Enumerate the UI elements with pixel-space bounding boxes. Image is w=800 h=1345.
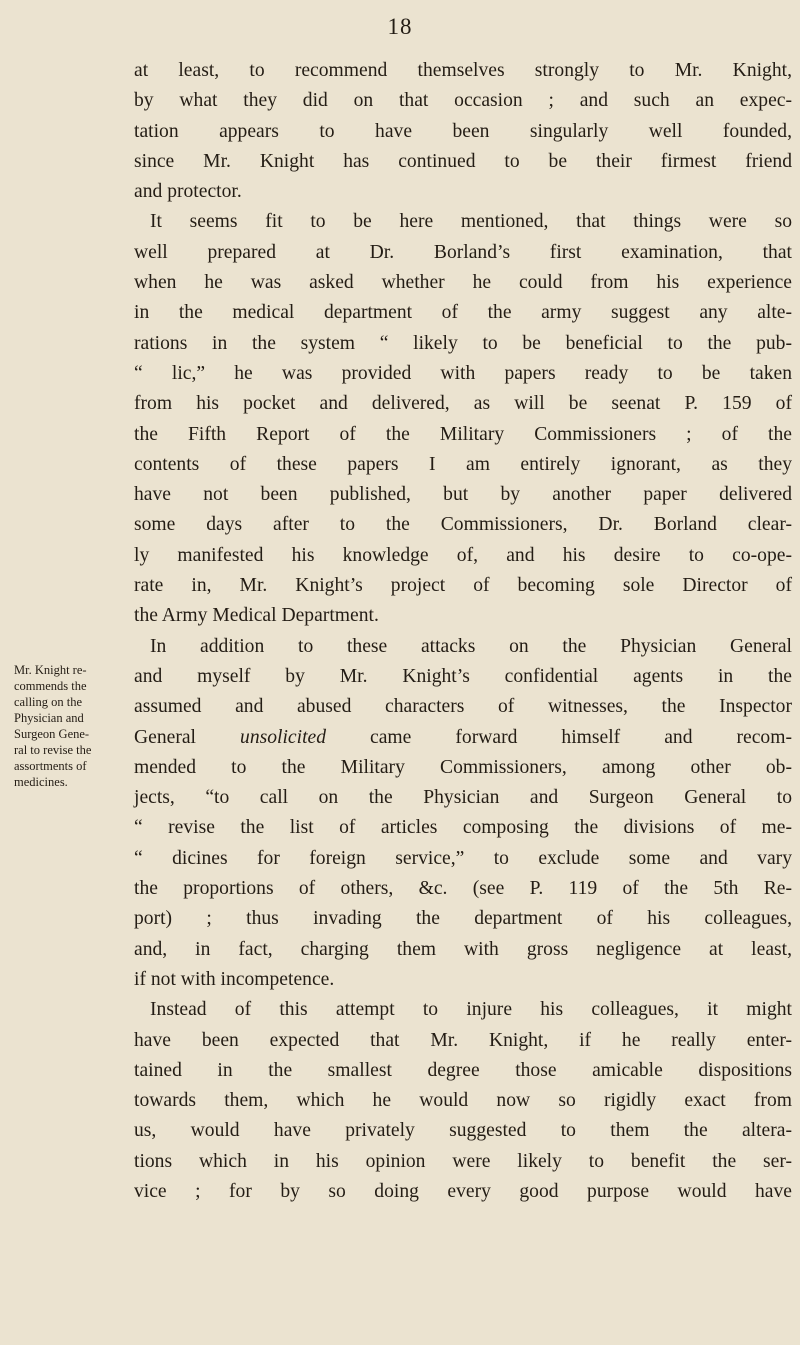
margin-note-line: calling on the (14, 695, 83, 709)
body-text (134, 56, 792, 1207)
margin-note-line: ral to revise the (14, 743, 92, 757)
text-line: ly manifested his knowledge of, and his desire to co-ope- (134, 544, 792, 566)
text-line: at least, to recommend themselves strongly to Mr. Knight, (134, 60, 792, 81)
text-line: and myself by Mr. Knight’s confidential agents in the (134, 665, 792, 687)
margin-note-line: Surgeon Gene- (14, 727, 90, 741)
page-number: 18 (387, 14, 413, 39)
text-line: have not been published, but by another paper delivered (134, 484, 792, 506)
text-line: towards them, which he would now so rigidly exact from (134, 1090, 792, 1112)
text-line: assumed and abused characters of witnesses, the Inspector (134, 696, 792, 718)
text-line: some days after to the Commissioners, Dr. Borland clear- (134, 514, 792, 536)
margin-note (14, 662, 114, 790)
text-line: It seems fit to be here mentioned, that things were so (150, 211, 792, 233)
margin-note-line: Physician and (14, 711, 84, 725)
text-line: the proportions of others, &c. (see P. 119 of the 5th Re- (134, 878, 792, 900)
text-line: rations in the system “ likely to be beneficial to the pub- (134, 332, 792, 354)
text-line: jects, “to call on the Physician and Surgeon General to (134, 787, 792, 809)
margin-note-line: medicines. (14, 775, 68, 789)
text-line: tained in the smallest degree those amicable dispositions (134, 1059, 792, 1081)
text-line: if not with incompetence. (134, 968, 335, 990)
text-line: and, in fact, charging them with gross negligence at least, (134, 938, 792, 960)
text-line: tation appears to have been singularly well founded, (134, 120, 792, 142)
text-line: well prepared at Dr. Borland’s first examination, that (134, 241, 792, 263)
text-line: by what they did on that occasion ; and such an expec- (134, 90, 792, 112)
italic-phrase: unsolicited (240, 726, 327, 748)
text-line: us, would have privately suggested to them the altera- (134, 1120, 792, 1142)
text-line: vice ; for by so doing every good purpose would have (134, 1180, 792, 1202)
text-line: “ dicines for foreign service,” to exclude some and vary (134, 847, 792, 869)
text-line: when he was asked whether he could from his experience (134, 272, 792, 294)
text-line: have been expected that Mr. Knight, if he really enter- (134, 1029, 792, 1051)
text-line: mended to the Military Commissioners, among other ob- (134, 756, 792, 778)
text-line: the Army Medical Department. (134, 605, 379, 627)
text-line: “ revise the list of articles composing the divisions of me- (134, 817, 792, 839)
margin-note-line: commends the (14, 679, 87, 693)
text-line: In addition to these attacks on the Physician General (150, 635, 792, 657)
text-line: since Mr. Knight has continued to be their firmest friend (134, 150, 792, 172)
text-line: port) ; thus invading the department of his colleagues, (134, 908, 792, 930)
margin-note-line: assortments of (14, 759, 87, 773)
text-line: from his pocket and delivered, as will be seenat P. 159 of (134, 393, 792, 415)
text-line: contents of these papers I am entirely ignorant, as they (134, 453, 792, 475)
text-line: and protector. (134, 181, 242, 203)
text-line: tions which in his opinion were likely to benefit the ser- (134, 1150, 792, 1172)
margin-note-line: Mr. Knight re- (14, 663, 87, 677)
text-line: General unsolicited came forward himself and recom- (134, 726, 792, 748)
text-line: “ lic,” he was provided with papers ready to be taken (134, 362, 792, 384)
text-line: Instead of this attempt to injure his colleagues, it might (150, 999, 792, 1021)
text-line: rate in, Mr. Knight’s project of becoming sole Director of (134, 575, 792, 597)
text-line: in the medical department of the army suggest any alte- (134, 302, 792, 324)
text-line: the Fifth Report of the Military Commissioners ; of the (134, 423, 792, 445)
